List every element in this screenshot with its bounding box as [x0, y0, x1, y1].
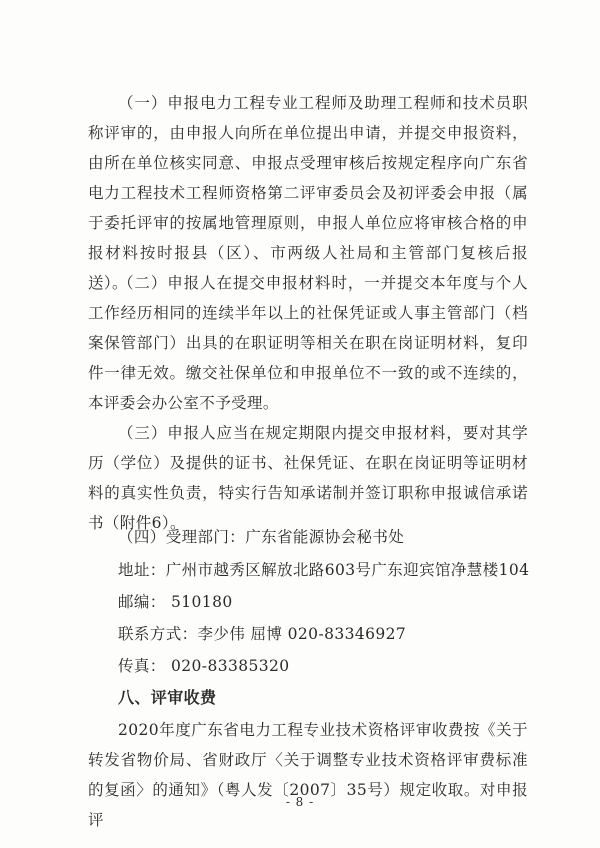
paragraph-1: （一）申报电力工程专业工程师及助理工程师和技术员职称评审的，由申报人向所在单位提出申请，并提交申报资料，由所在单位核实同意、申报点受理审核后按规定程序向广东省电力工程技术工程师资格第二评审委员会及初评委会申报（属于委托评审的按属地管理原则，申报人单位应将审核合格的申报材料按时报县（区）、市两级人社局和主管部门复核后报送）。 [88, 94, 528, 292]
contact-line: 联系方式：李少伟 屈博 020-83346927 [118, 625, 407, 643]
fax-line: 传真： 020-83385320 [118, 657, 290, 675]
address-line: 地址：广州市越秀区解放北路603号广东迎宾馆净慧楼104 [118, 561, 530, 579]
paragraph-5: 2020年度广东省电力工程专业技术资格评审收费按《关于转发省物价局、省财政厅〈关于调整专业技术资格评审费标准的复函〉的通知》（粤人发〔2007〕35号）规定收取。对申报评 [88, 721, 528, 829]
section-heading-review-fees: 八、评审收费 [118, 688, 217, 707]
paragraph-4-receiving-department: （四）受理部门：广东省能源协会秘书处 [118, 528, 405, 546]
page-number: - 8 - [285, 795, 315, 809]
paragraph-2: （二）申报人在提交申报材料时，一并提交本年度与个人工作经历相同的连续半年以上的社保凭证或人事主管部门（档案保管部门）出具的在职证明等相关在职在岗证明材料，复印件一律无效。缴交社保单位和申报单位不一致的或不连续的，本评委会办公室不予受理。 [88, 274, 528, 412]
paragraph-3: （三）申报人应当在规定期限内提交申报材料，要对其学历（学位）及提供的证书、社保凭证、在职在岗证明等证明材料的真实性负责，特实行告知承诺制并签订职称申报诚信承诺书（附件6）。 [88, 424, 528, 532]
postcode-line: 邮编： 510180 [118, 593, 233, 611]
